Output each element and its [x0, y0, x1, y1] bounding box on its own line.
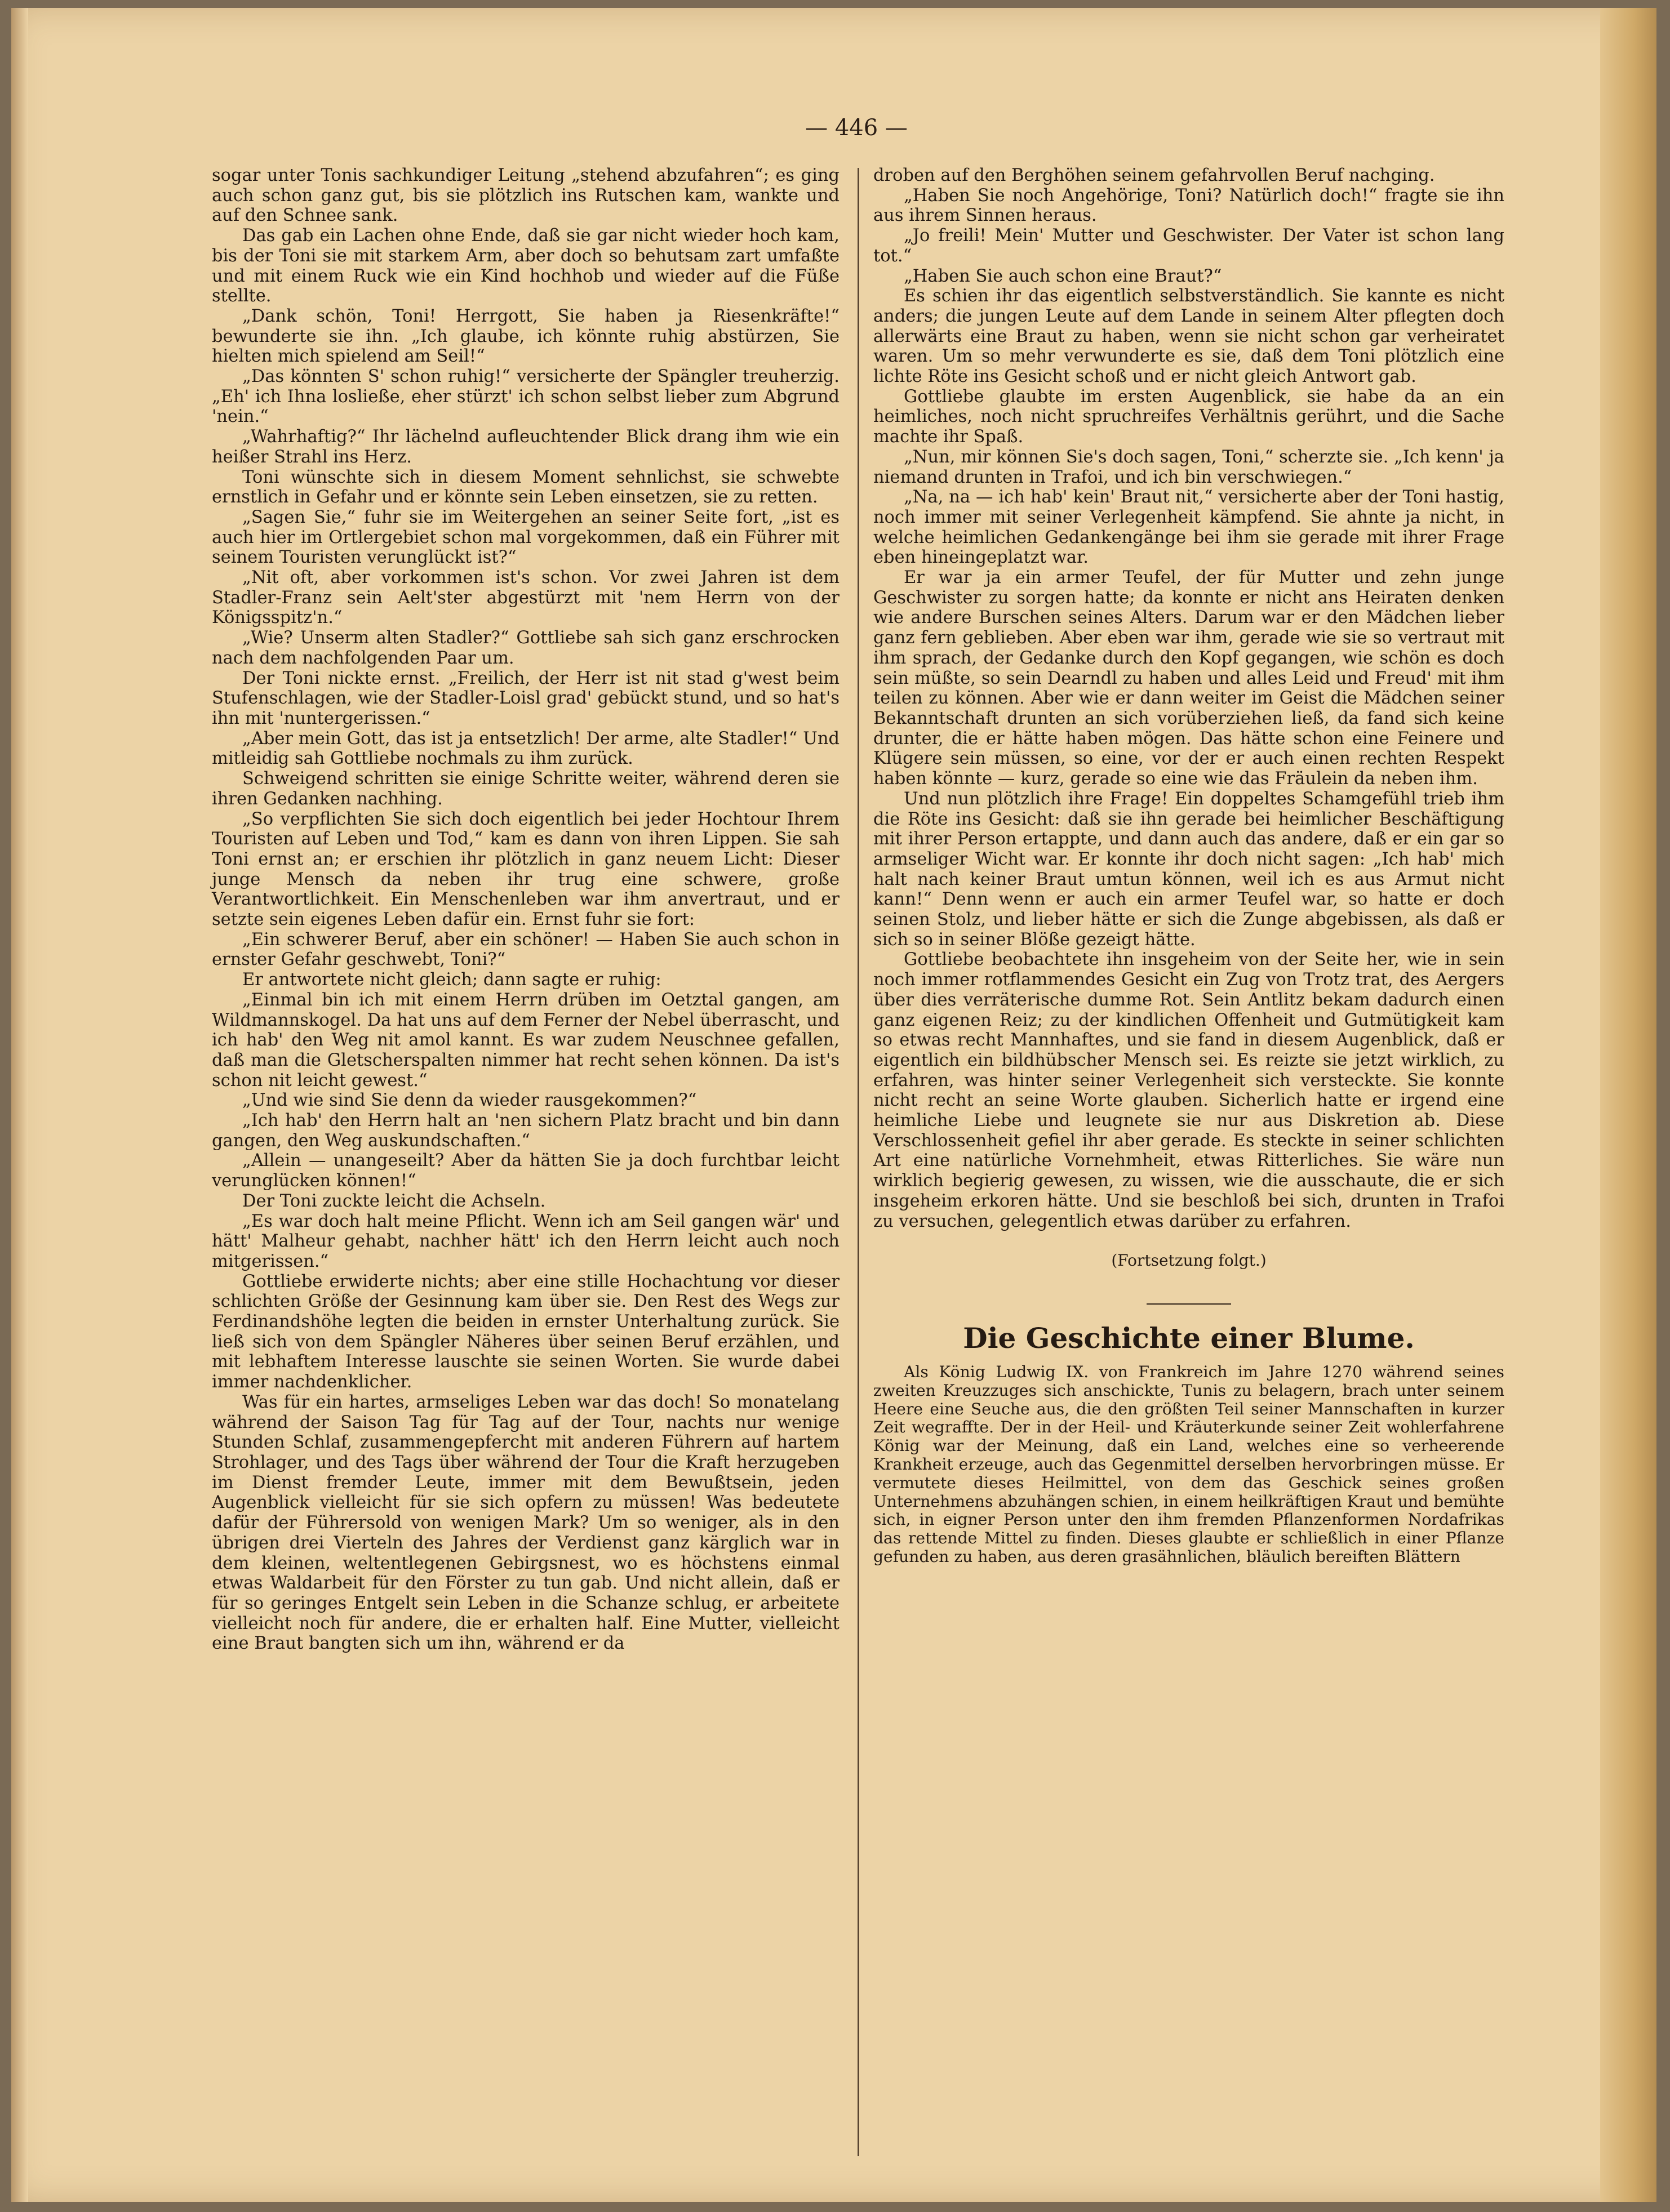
- paragraph: „Na, na — ich hab' kein' Braut nit,“ versicherte aber der Toni hastig, noch immer mit seiner Verlegenheit kämpfend. Sie ahnte ja nicht, in welche heimlichen Gedankengänge bei ihm sie gerade mit ihrer Frage eben hineingeplatzt war.: [873, 487, 1504, 568]
- paragraph: „Und wie sind Sie denn da wieder rausgekommen?“: [242, 1091, 697, 1111]
- paragraph: Gottliebe beobachtete ihn insgeheim von der Seite her, wie in sein noch immer rotflammendes Gesicht ein Zug von Trotz trat, des Aergers über dies verräterische dumme Rot. Sein Antlitz bekam dadurch einen ganz eigenen Reiz; zu der kindlichen Offenheit und Gutmütigkeit kam so etwas recht Mannhaftes, und sie fand in diesem Augenblick, daß er eigentlich ein bildhübscher Mensch sei. Es reizte sie jetzt wirklich, zu erfahren, was hinter seiner Verlegenheit sich versteckte. Sie konnte nicht recht an seine Worte glauben. Sicherlich hatte er irgend eine heimliche Liebe und leugnete sie nur aus Diskretion ab. Diese Verschlossenheit gefiel ihr aber gerade. Es steckte in seiner schlichten Art eine natürliche Vornehmheit, etwas Ritterliches. Sie wäre nun wirklich begierig gewesen, zu wissen, wie die ausschaute, die er sich insgeheim erkoren hätte. Und sie beschloß bei sich, drunten in Trafoi zu versuchen, gelegentlich etwas darüber zu erfahren.: [873, 950, 1504, 1231]
- paragraph: „Wie? Unserm alten Stadler?“ Gottliebe sah sich ganz erschrocken nach dem nachfolgenden Paar um.: [212, 628, 840, 668]
- paragraph: Schweigend schritten sie einige Schritte weiter, während deren sie ihren Gedanken nachhing.: [212, 769, 840, 809]
- paragraph: „Dank schön, Toni! Herrgott, Sie haben ja Riesenkräfte!“ bewunderte sie ihn. „Ich glaube, ich könnte ruhig abstürzen, Sie hielten mich spielend am Seil!“: [212, 306, 840, 367]
- paragraph: Er antwortete nicht gleich; dann sagte er ruhig:: [242, 970, 661, 990]
- paragraph: sogar unter Tonis sachkundiger Leitung „stehend abzufahren“; es ging auch schon ganz gut, bis sie plötzlich ins Rutschen kam, wankte und auf den Schnee sank.: [212, 166, 840, 226]
- paragraph: Es schien ihr das eigentlich selbstverständlich. Sie kannte es nicht anders; die jungen Leute auf dem Lande in seinem Alter pflegten doch allerwärts eine Braut zu haben, wenn sie nicht schon gar verheiratet waren. Um so mehr verwunderte es sie, daß dem Toni plötzlich eine lichte Röte ins Gesicht schoß und er nicht gleich Antwort gab.: [873, 286, 1504, 387]
- left-column: [212, 166, 840, 1654]
- paragraph: Das gab ein Lachen ohne Ende, daß sie gar nicht wieder hoch kam, bis der Toni sie mit starkem Arm, aber doch so behutsam zart umfaßte und mit einem Ruck wie ein Kind hochhob und wieder auf die Füße stellte.: [212, 226, 840, 306]
- right-column: [873, 166, 1504, 1566]
- article-paragraph: Als König Ludwig IX. von Frankreich im Jahre 1270 während seines zweiten Kreuzzuges sich anschickte, Tunis zu belagern, brach unter seinem Heere eine Seuche aus, die den größten Teil seiner Mannschaften in kurzer Zeit wegraffte. Der in der Heil- und Kräuterkunde seiner Zeit wohlerfahrene König war der Meinung, daß ein Land, welches eine so verheerende Krankheit erzeuge, auch das Gegenmittel derselben hervorbringen müsse. Er vermutete dieses Heilmittel, von dem das Geschick seines großen Unternehmens abzuhängen schien, in einem heilkräftigen Kraut und bemühte sich, in eigner Person unter den ihm fremden Pflanzenformen Nordafrikas das rettende Mittel zu finden. Dieses glaubte er schließlich in einer Pflanze gefunden zu haben, aus deren grasähnlichen, bläulich bereiften Blättern: [873, 1362, 1504, 1566]
- continued-note: (Fortsetzung folgt.): [1111, 1251, 1267, 1270]
- paragraph: „Jo freili! Mein' Mutter und Geschwister. Der Vater ist schon lang tot.“: [873, 226, 1504, 266]
- page-gutter-shadow: [11, 8, 28, 2202]
- paragraph: „Ein schwerer Beruf, aber ein schöner! — Haben Sie auch schon in ernster Gefahr geschwebt, Toni?“: [212, 929, 840, 970]
- paragraph: „Allein — unangeseilt? Aber da hätten Sie ja doch furchtbar leicht verunglücken können!“: [212, 1151, 840, 1191]
- paragraph: „Wahrhaftig?“ Ihr lächelnd aufleuchtender Blick drang ihm wie ein heißer Strahl ins Herz.: [212, 427, 840, 467]
- paragraph: „Ich hab' den Herrn halt an 'nen sichern Platz bracht und bin dann gangen, den Weg auskundschaften.“: [212, 1111, 840, 1151]
- section-rule: [1147, 1303, 1231, 1305]
- paragraph: „So verpflichten Sie sich doch eigentlich bei jeder Hochtour Ihrem Touristen auf Leben und Tod,“ kam es dann von ihren Lippen. Sie sah Toni ernst an; er erschien ihr plötzlich in ganz neuem Licht: Dieser junge Mensch da neben ihr trug eine schwere, große Verantwortlichkeit. Ein Menschenleben war ihm anvertraut, und er setzte sein eigenes Leben dafür ein. Ernst fuhr sie fort:: [212, 809, 840, 930]
- book-page: [11, 8, 1656, 2202]
- paragraph: „Nit oft, aber vorkommen ist's schon. Vor zwei Jahren ist dem Stadler-Franz sein Aelt'ster abgestürzt mit 'nem Herrn von der Königsspitz'n.“: [212, 568, 840, 628]
- paragraph: Gottliebe glaubte im ersten Augenblick, sie habe da an ein heimliches, noch nicht spruchreifes Verhältnis gerührt, und die Sache machte ihr Spaß.: [873, 386, 1504, 447]
- book-spine-edge: [1600, 8, 1656, 2202]
- paragraph: „Haben Sie noch Angehörige, Toni? Natürlich doch!“ fragte sie ihn aus ihrem Sinnen heraus.: [873, 185, 1504, 226]
- paragraph: droben auf den Berghöhen seinem gefahrvollen Beruf nachging.: [873, 166, 1435, 185]
- paragraph: Was für ein hartes, armseliges Leben war das doch! So monatelang während der Saison Tag für Tag auf der Tour, nachts nur wenige Stunden Schlaf, zusammengepfercht mit anderen Führern auf hartem Strohlager, und des Tags über während der Tour die Kraft herzugeben im Dienst fremder Leute, immer mit dem Bewußtsein, jeden Augenblick vielleicht für sie sich opfern zu müssen! Was bedeutete dafür der Führersold von wenigen Mark? Um so weniger, als in den übrigen drei Vierteln des Jahres der Verdienst ganz kärglich war in dem kleinen, weltentlegenen Gebirgsnest, wo es höchstens einmal etwas Waldarbeit für den Förster zu tun gab. Und nicht allein, daß er für so geringes Entgelt sein Leben in die Schanze schlug, er arbeitete vielleicht noch für andere, die er erhalten half. Eine Mutter, vielleicht eine Braut bangten sich um ihn, während er da: [212, 1392, 840, 1654]
- paragraph: „Sagen Sie,“ fuhr sie im Weitergehen an seiner Seite fort, „ist es auch hier im Ortlergebiet schon mal vorgekommen, daß ein Führer mit seinem Touristen verunglückt ist?“: [212, 507, 840, 568]
- paragraph: „Einmal bin ich mit einem Herrn drüben im Oetztal gangen, am Wildmannskogel. Da hat uns auf dem Ferner der Nebel überrascht, und ich hab' den Weg nit amol kannt. Es war zudem Neuschnee gefallen, daß man die Gletscherspalten nimmer hat recht sehen können. Da ist's schon nit leicht gewest.“: [212, 990, 840, 1091]
- paragraph: Toni wünschte sich in diesem Moment sehnlichst, sie schwebte ernstlich in Gefahr und er könnte sein Leben einsetzen, sie zu retten.: [212, 467, 840, 508]
- article-title: Die Geschichte einer Blume.: [963, 1321, 1415, 1355]
- paragraph: „Haben Sie auch schon eine Braut?“: [904, 266, 1222, 286]
- paragraph: „Aber mein Gott, das ist ja entsetzlich! Der arme, alte Stadler!“ Und mitleidig sah Gottliebe nochmals zu ihm zurück.: [212, 728, 840, 769]
- column-divider: [858, 168, 859, 2156]
- paragraph: Der Toni zuckte leicht die Achseln.: [242, 1191, 546, 1211]
- page-number: — 446 —: [805, 115, 908, 141]
- paragraph: Und nun plötzlich ihre Frage! Ein doppeltes Schamgefühl trieb ihm die Röte ins Gesicht: daß sie ihn gerade bei heimlicher Beschäftigung mit ihrer Person ertappte, und dann auch das andere, daß er ein gar so armseliger Wicht war. Er konnte ihr doch nicht sagen: „Ich hab' mich halt nach keiner Braut umtun können, weil ich es aus Armut nicht kann!“ Denn wenn er auch ein armer Teufel war, so hatte er doch seinen Stolz, und lieber hätte er sich die Zunge abgebissen, als daß er sich so in seiner Blöße gezeigt hätte.: [873, 789, 1504, 950]
- paragraph: Gottliebe erwiderte nichts; aber eine stille Hochachtung vor dieser schlichten Größe der Gesinnung kam über sie. Den Rest des Wegs zur Ferdinandshöhe legten die beiden in ernster Unterhaltung zurück. Sie ließ sich von dem Spängler Näheres über seinen Beruf erzählen, und mit lebhaftem Interesse lauschte sie seinen Worten. Sie wurde dabei immer nachdenklicher.: [212, 1271, 840, 1392]
- paragraph: „Nun, mir können Sie's doch sagen, Toni,“ scherzte sie. „Ich kenn' ja niemand drunten in Trafoi, und ich bin verschwiegen.“: [873, 447, 1504, 487]
- paragraph: „Das könnten S' schon ruhig!“ versicherte der Spängler treuherzig. „Eh' ich Ihna losließe, eher stürzt' ich schon selbst lieber zum Abgrund 'nein.“: [212, 367, 840, 427]
- paragraph: Er war ja ein armer Teufel, der für Mutter und zehn junge Geschwister zu sorgen hatte; da konnte er nicht ans Heiraten denken wie andere Burschen seines Alters. Darum war er den Mädchen lieber ganz fern geblieben. Aber eben war ihm, gerade wie sie so vertraut mit ihm sprach, der Gedanke durch den Kopf gegangen, wie schön es doch sein müßte, so sein Dearndl zu haben und alles Leid und Freud' mit ihm teilen zu können. Aber wie er dann weiter im Geist die Mädchen seiner Bekanntschaft drunten an sich vorüberziehen ließ, da fand sich keine drunter, die er hätte haben mögen. Das hätte schon eine Feinere und Klügere sein müssen, so eine, vor der er auch einen rechten Respekt haben könnte — kurz, gerade so eine wie das Fräulein da neben ihm.: [873, 568, 1504, 789]
- paragraph: „Es war doch halt meine Pflicht. Wenn ich am Seil gangen wär' und hätt' Malheur gehabt, nachher hätt' ich den Herrn leicht auch noch mitgerissen.“: [212, 1211, 840, 1271]
- paragraph: Der Toni nickte ernst. „Freilich, der Herr ist nit stad g'west beim Stufenschlagen, wie der Stadler-Loisl grad' gebückt stund, und so hat's ihn mit 'nuntergerissen.“: [212, 668, 840, 728]
